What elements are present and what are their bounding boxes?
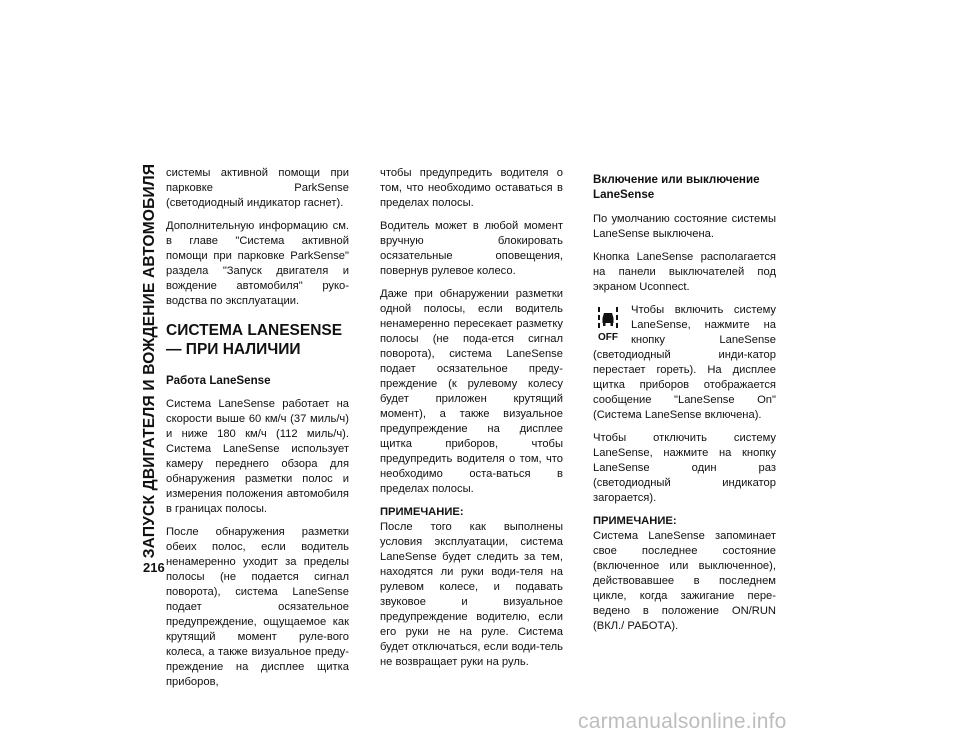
note — [593, 514, 776, 634]
page-number: 216 — [143, 560, 165, 575]
subsection-heading: Работа LaneSense — [166, 374, 271, 387]
paragraph: Чтобы отключить систему LaneSense, нажмите на кнопку LaneSense один раз (светодиодный индикатор загорается). — [593, 432, 776, 504]
note-text: После того как выполнены условия эксплуатации, система LaneSense будет следить за тем, находятся ли руки води-теля на рулевом колесе, и подавать звуковое и визуальное предупреждение водителю, если его руки не на руле. Система будет отключаться, если води-тель не возвращает руки на руль. — [380, 521, 563, 668]
note-title: ПРИМЕЧАНИЕ: — [593, 515, 677, 527]
column-right — [593, 172, 776, 642]
note-title: ПРИМЕЧАНИЕ: — [380, 506, 464, 518]
note — [380, 505, 563, 670]
note-text: Система LaneSense запоминает свое последнее состояние (включенное или выключенное), действовавшее в последнем цикле, когда зажигание пере-ведено в положение ON/RUN (ВКЛ./ РАБОТА). — [593, 530, 776, 632]
icon-paragraph — [593, 303, 776, 423]
section-heading: Включение или выключение LaneSense — [593, 173, 760, 201]
paragraph: Водитель может в любой момент вручную блокировать осязательные оповещения, повернув рулевое колесо. — [380, 220, 563, 277]
paragraph: Кнопка LaneSense располагается на панели выключателей под экраном Uconnect. — [593, 251, 776, 293]
chapter-side-title — [139, 163, 161, 559]
paragraph: По умолчанию состояние системы LaneSense выключена. — [593, 213, 776, 240]
paragraph: Чтобы включить систему LaneSense, нажмите на кнопку LaneSense (светодиодный инди-катор перестает гореть). На дисплее щитка приборов отображается сообщение "LaneSense On" (Система LaneSense включена). — [593, 304, 776, 421]
watermark: carmanualsonline.info — [578, 710, 787, 733]
paragraph: Дополнительную информацию см. в главе "Система активной помощи при парковке ParkSense" раздела "Запуск двигателя и вождение автомобиля" руко-водства по эксплуатации. — [166, 220, 349, 307]
paragraph: После обнаружения разметки обеих полос, если водитель ненамеренно уходит за пределы полосы (не подается сигнал поворота), система LaneSense подает осязательное предупреждение, ощущаемое как крутящий момент руле-вого колеса, а также визуальное преду-преждение на дисплее щитка приборов, — [166, 526, 349, 688]
column-middle — [380, 166, 563, 678]
paragraph: Даже при обнаружении разметки одной полосы, если водитель ненамеренно пересекает разметку полосы (не пода-ется сигнал поворота), система LaneSense подает осязательное преду-преждение (к рулевому колесу будет приложен крутящий момент), а также визуальное предупреждение на дисплее щитка приборов, чтобы предупредить водителя о том, что необходимо оста-ваться в пределах полосы. — [380, 288, 563, 495]
paragraph: чтобы предупредить водителя о том, что необходимо оставаться в пределах полосы. — [380, 167, 563, 209]
column-left — [166, 166, 349, 698]
lanesense-off-icon — [593, 305, 623, 345]
lane-markings-icon — [595, 305, 621, 331]
chapter-title-text: ЗАПУСК ДВИГАТЕЛЯ И ВОЖДЕНИЕ АВТОМОБИЛЯ — [141, 163, 158, 559]
paragraph: системы активной помощи при парковке ParkSense (светодиодный индикатор гаснет). — [166, 167, 349, 209]
icon-off-label: OFF — [598, 332, 618, 343]
paragraph: Система LaneSense работает на скорости выше 60 км/ч (37 миль/ч) и ниже 180 км/ч (112 миль/ч). Система LaneSense использует камеру переднего обзора для обнаружения разметки полос и измерения положения автомобиля в границах полосы. — [166, 398, 349, 515]
section-heading: СИСТЕМА LANESENSE — ПРИ НАЛИЧИИ — [166, 322, 343, 358]
